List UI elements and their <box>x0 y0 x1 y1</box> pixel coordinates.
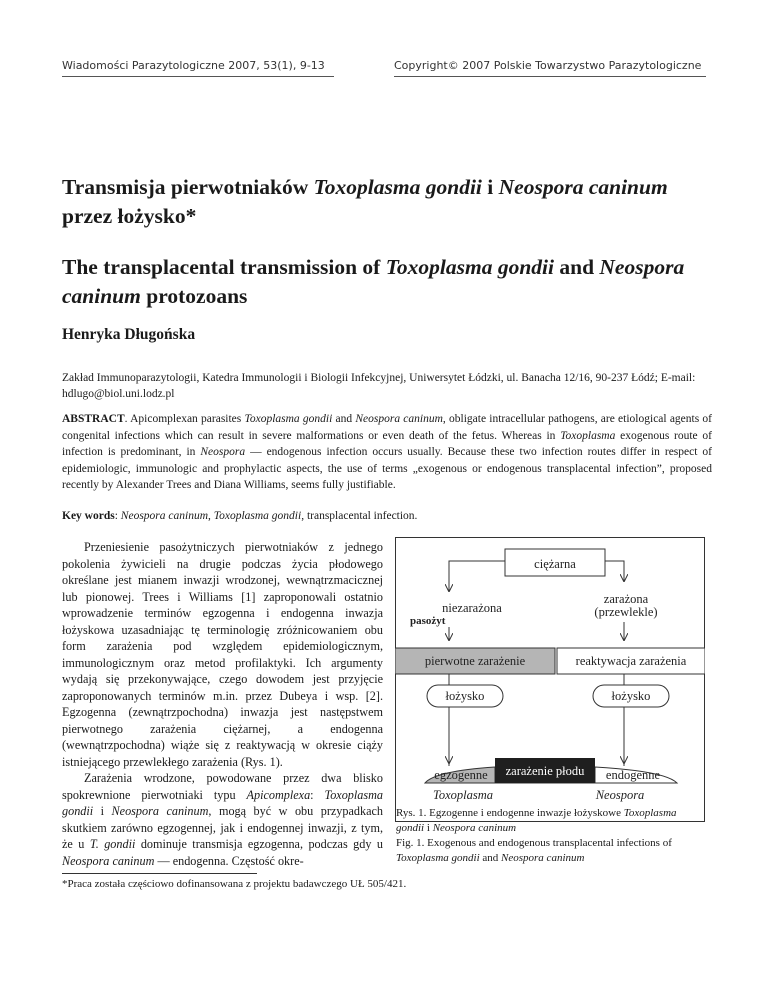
journal-citation: Wiadomości Parazytologiczne 2007, 53(1), 9-13 <box>62 59 325 72</box>
caption-english: Fig. 1. Exogenous and endogenous transplacental infections of Toxoplasma gondii and Neospora caninum <box>396 837 672 864</box>
label-uninfected: niezarażona <box>442 601 502 615</box>
caption-polish: Rys. 1. Egzogenne i endogenne inwazje łożyskowe Toxoplasma gondii i Neospora caninum <box>396 807 677 834</box>
footnote: *Praca została częściowo dofinansowana z projektu badawczego UŁ 505/421. <box>62 878 407 890</box>
label-exogenous: egzogenne <box>434 768 488 782</box>
label-neospora: Neospora <box>595 788 645 802</box>
label-fetal-infection: zarażenie płodu <box>505 764 585 778</box>
keywords: Key words: Neospora caninum, Toxoplasma gondii, transplacental infection. <box>62 510 418 522</box>
label-infected: zarażona <box>603 592 649 606</box>
transmission-diagram <box>395 537 705 802</box>
label-toxoplasma: Toxoplasma <box>433 788 493 802</box>
abstract: ABSTRACT. Apicomplexan parasites Toxoplasma gondii and Neospora caninum, obligate intracellular pathogens, are etiological agents of congenital infections which can result in severe malformations or even death of the fetus. Whereas in Toxoplasma exogenous route of infection is predominant, in Neospora — endogenous infection occurs usually. Because these two infection routes differ in respect of epidemiologic, immunologic and prophylactic aspects, the use of terms „exogenous or endogenous transplacental infection”, proposed recently by Alexander Trees and Diana Williams, seems fully justifiable. <box>62 413 713 491</box>
label-parasite: pasożyt <box>410 615 446 627</box>
title-polish: Transmisja pierwotniaków Toxoplasma gondii i Neospora caninum przez łożysko* <box>62 175 668 228</box>
footnote-rule <box>62 873 257 874</box>
arrow-to-infected <box>605 561 624 581</box>
copyright-notice: Copyright© 2007 Polskie Towarzystwo Parazytologiczne <box>394 59 702 72</box>
figure-caption <box>396 806 706 866</box>
arrow-to-uninfected <box>449 561 505 591</box>
label-endogenous: endogenne <box>605 768 661 782</box>
label-placenta-left: łożysko <box>445 689 485 703</box>
affiliation: Zakład Immunoparazytologii, Katedra Immunologii i Biologii Infekcyjnej, Uniwersytet Łódzki, ul. Banacha 12/16, 90-237 Łódź; E-mail: hdlugo@biol.uni.lodz.pl <box>62 372 696 400</box>
header-rule-right <box>394 76 706 77</box>
author-name: Henryka Długońska <box>62 326 196 343</box>
body-text <box>62 539 383 869</box>
label-primary-infection: pierwotne zarażenie <box>424 654 526 668</box>
label-placenta-right: łożysko <box>611 689 651 703</box>
label-pregnant: ciężarna <box>534 557 576 571</box>
label-reactivation: reaktywacja zarażenia <box>575 654 687 668</box>
header-rule-left <box>62 76 334 77</box>
label-chronic: (przewlekle) <box>594 605 658 619</box>
body-paragraph-2: Zarażenia wrodzone, powodowane przez dwa blisko spokrewnione pierwotniaki typu Apicomplexa: Toxoplasma gondii i Neospora caninum, mogą być w obu przypadkach skutkiem zarówno egzogennej, jak i endogennej inwazji, z tym, że u T. gondii dominuje transmisja egzogenna, podczas gdy u Neospora caninum — endogenna. Częstość okre- <box>62 771 383 868</box>
body-paragraph-1: Przeniesienie pasożytniczych pierwotniaków z jednego pokolenia żywicieli na drugie podczas życia płodowego określane jest mianem inwazji wrodzonej, wewnątrzmacicznej lub pionowej. Trees i Williams [1] zaproponowali ostatnio wprowadzenie terminów egzogenna i endogenna inwazja łożyskowa uzasadniając tę terminologię zróżnicowaniem obu form zarażenia pod względem epidemiologicznym, immunologicznym oraz metod profilaktyki. Ich argumenty wydają się przekonywające, czego dowodem jest przyjęcie zaproponowanych terminów m.in. przez Dubeya i wsp. [2]. Egzogenna (zewnątrzpochodna) inwazja jest następstwem pierwotnego zarażenia ciężarnej, a endogenna (wewnątrzpochodna) wiąże się z reaktywacją w okresie ciąży istniejącego przewlekłego zarażenia (Rys. 1). <box>62 540 383 769</box>
title-english: The transplacental transmission of Toxoplasma gondii and Neospora caninum protozoans <box>62 255 685 308</box>
